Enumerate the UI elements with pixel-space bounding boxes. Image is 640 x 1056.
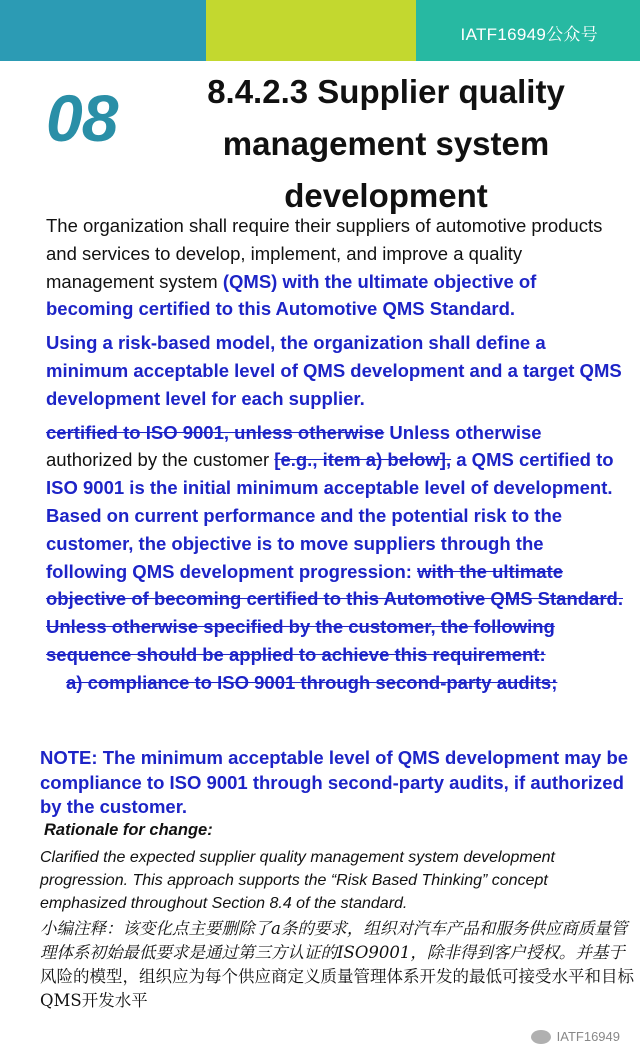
deleted-text-example: [e.g., item a) below], xyxy=(274,449,452,471)
note-text: NOTE: The minimum acceptable level of QMS development may be compliance to ISO 9001 through second-party audits, if authorized by the customer. xyxy=(40,747,629,817)
added-text-qms-objective: (QMS) with the ultimate objective of becoming certified to this Automotive QMS Standard. xyxy=(46,270,537,320)
section-title: 8.4.2.3 Supplier quality management system development xyxy=(207,73,565,214)
editor-note-part1: 小编注释：该变化点主要删除了a条的要求，组织对汽车产品和服务供应商质量管理体系初始最低要求是通过第三方认证的ISO9001，除非得到客户授权。并基于 xyxy=(40,919,628,962)
editor-note xyxy=(40,917,635,1013)
editor-note-part2: 风险的模型，组织应为每个供应商定义质量管理体系开发的最低可接受水平和目标QMS开发水平 xyxy=(40,967,634,1010)
rationale-text: Clarified the expected supplier quality management system development progression. This approach supports the “Risk Based Thinking” concept emphasized throughout Section 8.4 of the standard. xyxy=(40,849,555,912)
authorized-text: authorized by the customer xyxy=(46,449,270,471)
banner-segment-teal xyxy=(0,0,206,61)
deleted-text-certified: certified to ISO 9001, unless otherwise xyxy=(46,421,385,443)
deleted-item-a: a) compliance to ISO 9001 through second-party audits; xyxy=(66,671,558,693)
watermark-text: IATF16949 xyxy=(556,1029,620,1044)
wechat-icon xyxy=(531,1030,551,1044)
brand-label: IATF16949公众号 xyxy=(460,25,598,44)
section-number: 08 xyxy=(46,81,118,155)
watermark xyxy=(531,1029,620,1044)
deleted-text-sequence: with the ultimate objective of becoming certified to this Automotive QMS Standard. Unless otherwise specified by the customer, the following sequence should be applied to achieve this requirement: xyxy=(46,560,623,665)
added-text-progression: a QMS certified to ISO 9001 is the initial minimum acceptable level of development. Based on current performance and the potential risk to the customer, the objective is to move suppliers through the following QMS development progression: xyxy=(46,449,614,582)
added-text-unless: Unless otherwise xyxy=(389,421,542,443)
intro-text: The organization shall require their suppliers of automotive products and services to develop, implement, and improve a quality management system xyxy=(46,215,603,292)
added-paragraph-risk-model: Using a risk-based model, the organization shall define a minimum acceptable level of QMS development and a target QMS development level for each supplier. xyxy=(46,332,622,409)
banner-segment-lime xyxy=(206,0,416,61)
top-banner xyxy=(0,0,640,61)
requirement-text xyxy=(46,212,626,697)
rationale-label: Rationale for change: xyxy=(44,821,213,839)
